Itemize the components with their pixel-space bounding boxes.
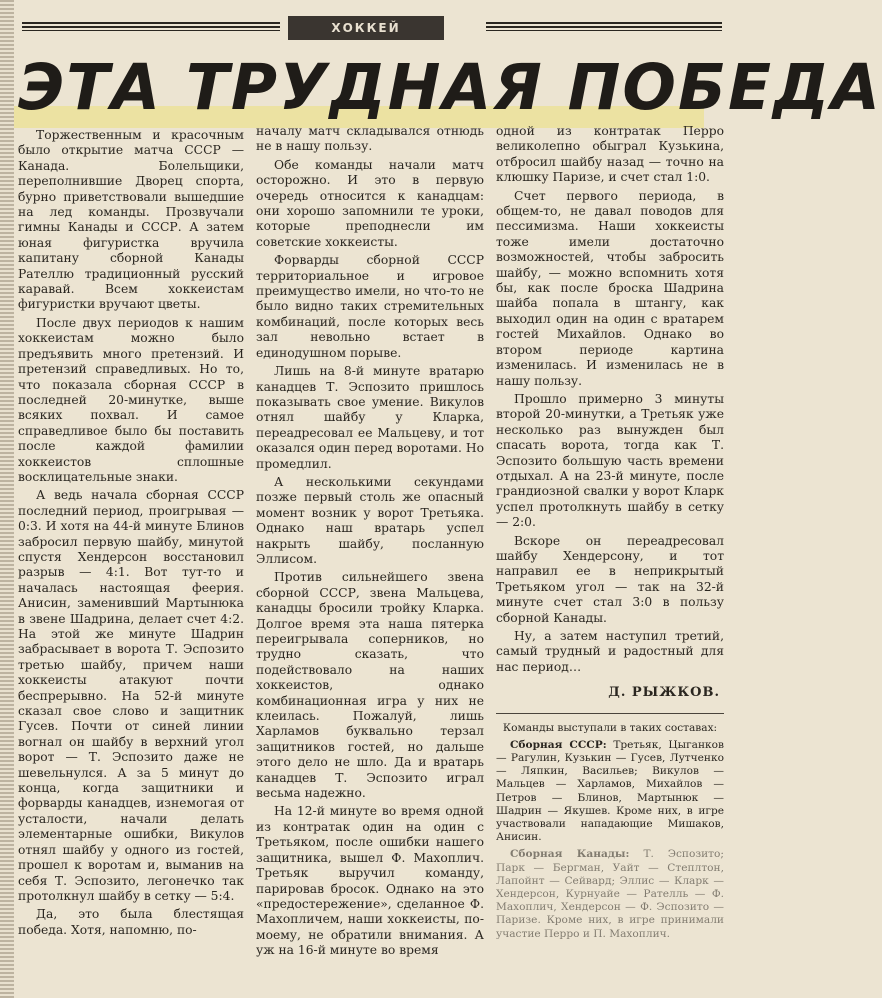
lineup-ussr-text: Третьяк, Цыганков — Рагулин, Кузькин — Гусев, Лутченко — Ляпкин, Васильев; Викулов — Мальцев — Харламов, Михайлов — Петров — Блинов, Мартынюк — Шадрин — Якушев. Кроме них, в игре участвовали нападающие Мишаков, Анисин.: [496, 738, 724, 844]
paragraph: Против сильнейшего звена сборной СССР, звена Мальцева, канадцы бросили тройку Кларка. Долгое время эта наша пятерка переигрывала соперников, но трудно сказать, что подействовало на наших хоккеистов, однако комбинационная игра у них не клеилась. Пожалуй, лишь Харламов буквально терзал защитников гостей, но дальше этого дело не шло. Да и вратарь канадцев Т. Эспозито играл весьма надежно.: [256, 570, 484, 801]
lineup-ussr-label: Сборная СССР:: [510, 738, 607, 751]
lineup-canada-label: Сборная Канады:: [510, 848, 630, 861]
paragraph: одной из контратак Перро великолепно обыграл Кузькина, отбросил шайбу назад — точно на клюшку Паризе, и счет стал 1:0.: [496, 124, 724, 185]
paragraph: Обе команды начали матч осторожно. И это в первую очередь относится к канадцам: они хорошо запомнили те уроки, которые преподнесли им советские хоккеисты.: [256, 157, 484, 249]
paragraph: Торжественным и красочным было открытие матча СССР — Канада. Болельщики, переполнившие Дворец спорта, бурно приветствовали вышедшие на лед команды. Прозвучали гимны Канады и СССР. А затем юная фигуристка вручила капитану сборной Канады Рателлю традиционный русский каравай. Всем хоккеистам фигуристки вручают цветы.: [18, 128, 244, 312]
paragraph: Форварды сборной СССР территориальное и игровое преимущество имели, но что-то не было видно таких стремительных комбинаций, после которых весь зал невольно встает в единодушном порыве.: [256, 253, 484, 360]
paragraph: Прошло примерно 3 минуты второй 20-минутки, а Третьяк уже несколько раз вынужден был спасать ворота, тогда как Т. Эспозито большую часть времени отдыхал. А на 23-й минуте, после грандиозной свалки у ворот Кларк успел протолкнуть шайбу в сетку — 2:0.: [496, 391, 724, 530]
paragraph: Ну, а затем наступил третий, самый трудный и радостный для нас период…: [496, 629, 724, 674]
paragraph: Да, это была блестящая победа. Хотя, напомню, по-: [18, 907, 244, 937]
article-column-1: [18, 128, 244, 941]
paragraph: На 12-й минуте во время одной из контратак один на один с Третьяком, после ошибки нашего защитника, вышел Ф. Махоплич. Третьяк выручил команду, парировав бросок. Однако на это «предостережение», сделанное Ф. Махопличем, наши хоккеисты, по-моему, не обратили внимания. А уж на 16-й минуте во время: [256, 804, 484, 958]
team-lineups: [496, 722, 724, 941]
rubric-rule-left: [22, 22, 280, 31]
paragraph: Вскоре он переадресовал шайбу Хендерсону, и тот направил ее в неприкрытый Третьяком угол — так на 32-й минуте счет стал 3:0 в пользу сборной Канады.: [496, 533, 724, 625]
rubric-rule-right: [486, 22, 722, 31]
divider: [496, 713, 724, 714]
author-signature: Д. РЫЖКОВ.: [608, 685, 720, 701]
article-column-2: [256, 124, 484, 962]
paragraph: Счет первого периода, в общем-то, не давал поводов для пессимизма. Наши хоккеисты тоже имели достаточно возможностей, чтобы забросить шайбу, — можно вспомнить хотя бы, как после броска Шадрина шайба попала в штангу, как выходил один на один с вратарем гостей Михайлов. Однако во втором периоде картина изменилась. И изменилась не в нашу пользу.: [496, 188, 724, 388]
paragraph: Лишь на 8-й минуте вратарю канадцев Т. Эспозито пришлось показывать свое умение. Викулов отнял шайбу у Кларка, переадресовал ее Мальцеву, и тот оказался один перед воротами. Но промедлил.: [256, 364, 484, 471]
paragraph: А ведь начала сборная СССР последний период, проигрывая — 0:3. И хотя на 44-й минуте Блинов забросил первую шайбу, минутой спустя Хендерсон восстановил разрыв — 4:1. Вот тут-то и началась настоящая феерия. Анисин, заменивший Мартынюка в звене Шадрина, делает счет 4:2. На этой же минуте Шадрин забрасывает в ворота Т. Эспозито третью шайбу, причем наши хоккеисты атакуют почти беспрерывно. На 52-й минуте сказал свое слово и защитник Гусев. Почти от синей линии вогнал он шайбу в верхний угол ворот — Т. Эспозито даже не шевельнулся. А за 5 минут до конца, когда защитники и форварды канадцев, изнемогая от усталости, начали делать элементарные ошибки, Викулов отнял шайбу у одного из гостей, прошел к воротам и, выманив на себя Т. Эспозито, легонечко так протолкнул шайбу в сетку — 5:4.: [18, 488, 244, 903]
paragraph: началу матч складывался отнюдь не в нашу пользу.: [256, 124, 484, 154]
lineups-intro: Команды выступали в таких составах:: [502, 721, 718, 734]
article-headline: ЭТА ТРУДНАЯ ПОБЕДА: [18, 51, 882, 124]
page-edge: [0, 0, 14, 998]
lineup-canada-text: Т. Эспозито; Парк — Бергман, Уайт — Степлтон, Лапойнт — Сейвард; Эллис — Кларк — Хендерсон, Курнуайе — Рателль — Ф. Махоплич, Хендерсон — Ф. Эспозито — Паризе. Кроме них, в игре принимали участие Перро и П. Махоплич.: [496, 848, 724, 940]
lineup-canada: [496, 848, 724, 940]
article-column-3: [496, 124, 724, 945]
paragraph: После двух периодов к нашим хоккеистам можно было предъявить много претензий. И претензий справедливых. Но то, что показала сборная СССР в последней 20-минутке, выше всяких похвал. И самое справедливое было бы поставить после каждой фамилии хоккеистов сплошные восклицательные знаки.: [18, 315, 244, 484]
rubric-label: ХОККЕЙ: [288, 16, 444, 40]
paragraph: А несколькими секундами позже первый столь же опасный момент возник у ворот Третьяка. Однако наш вратарь успел накрыть шайбу, посланную Эллисом.: [256, 474, 484, 566]
lineup-ussr: [496, 739, 724, 845]
